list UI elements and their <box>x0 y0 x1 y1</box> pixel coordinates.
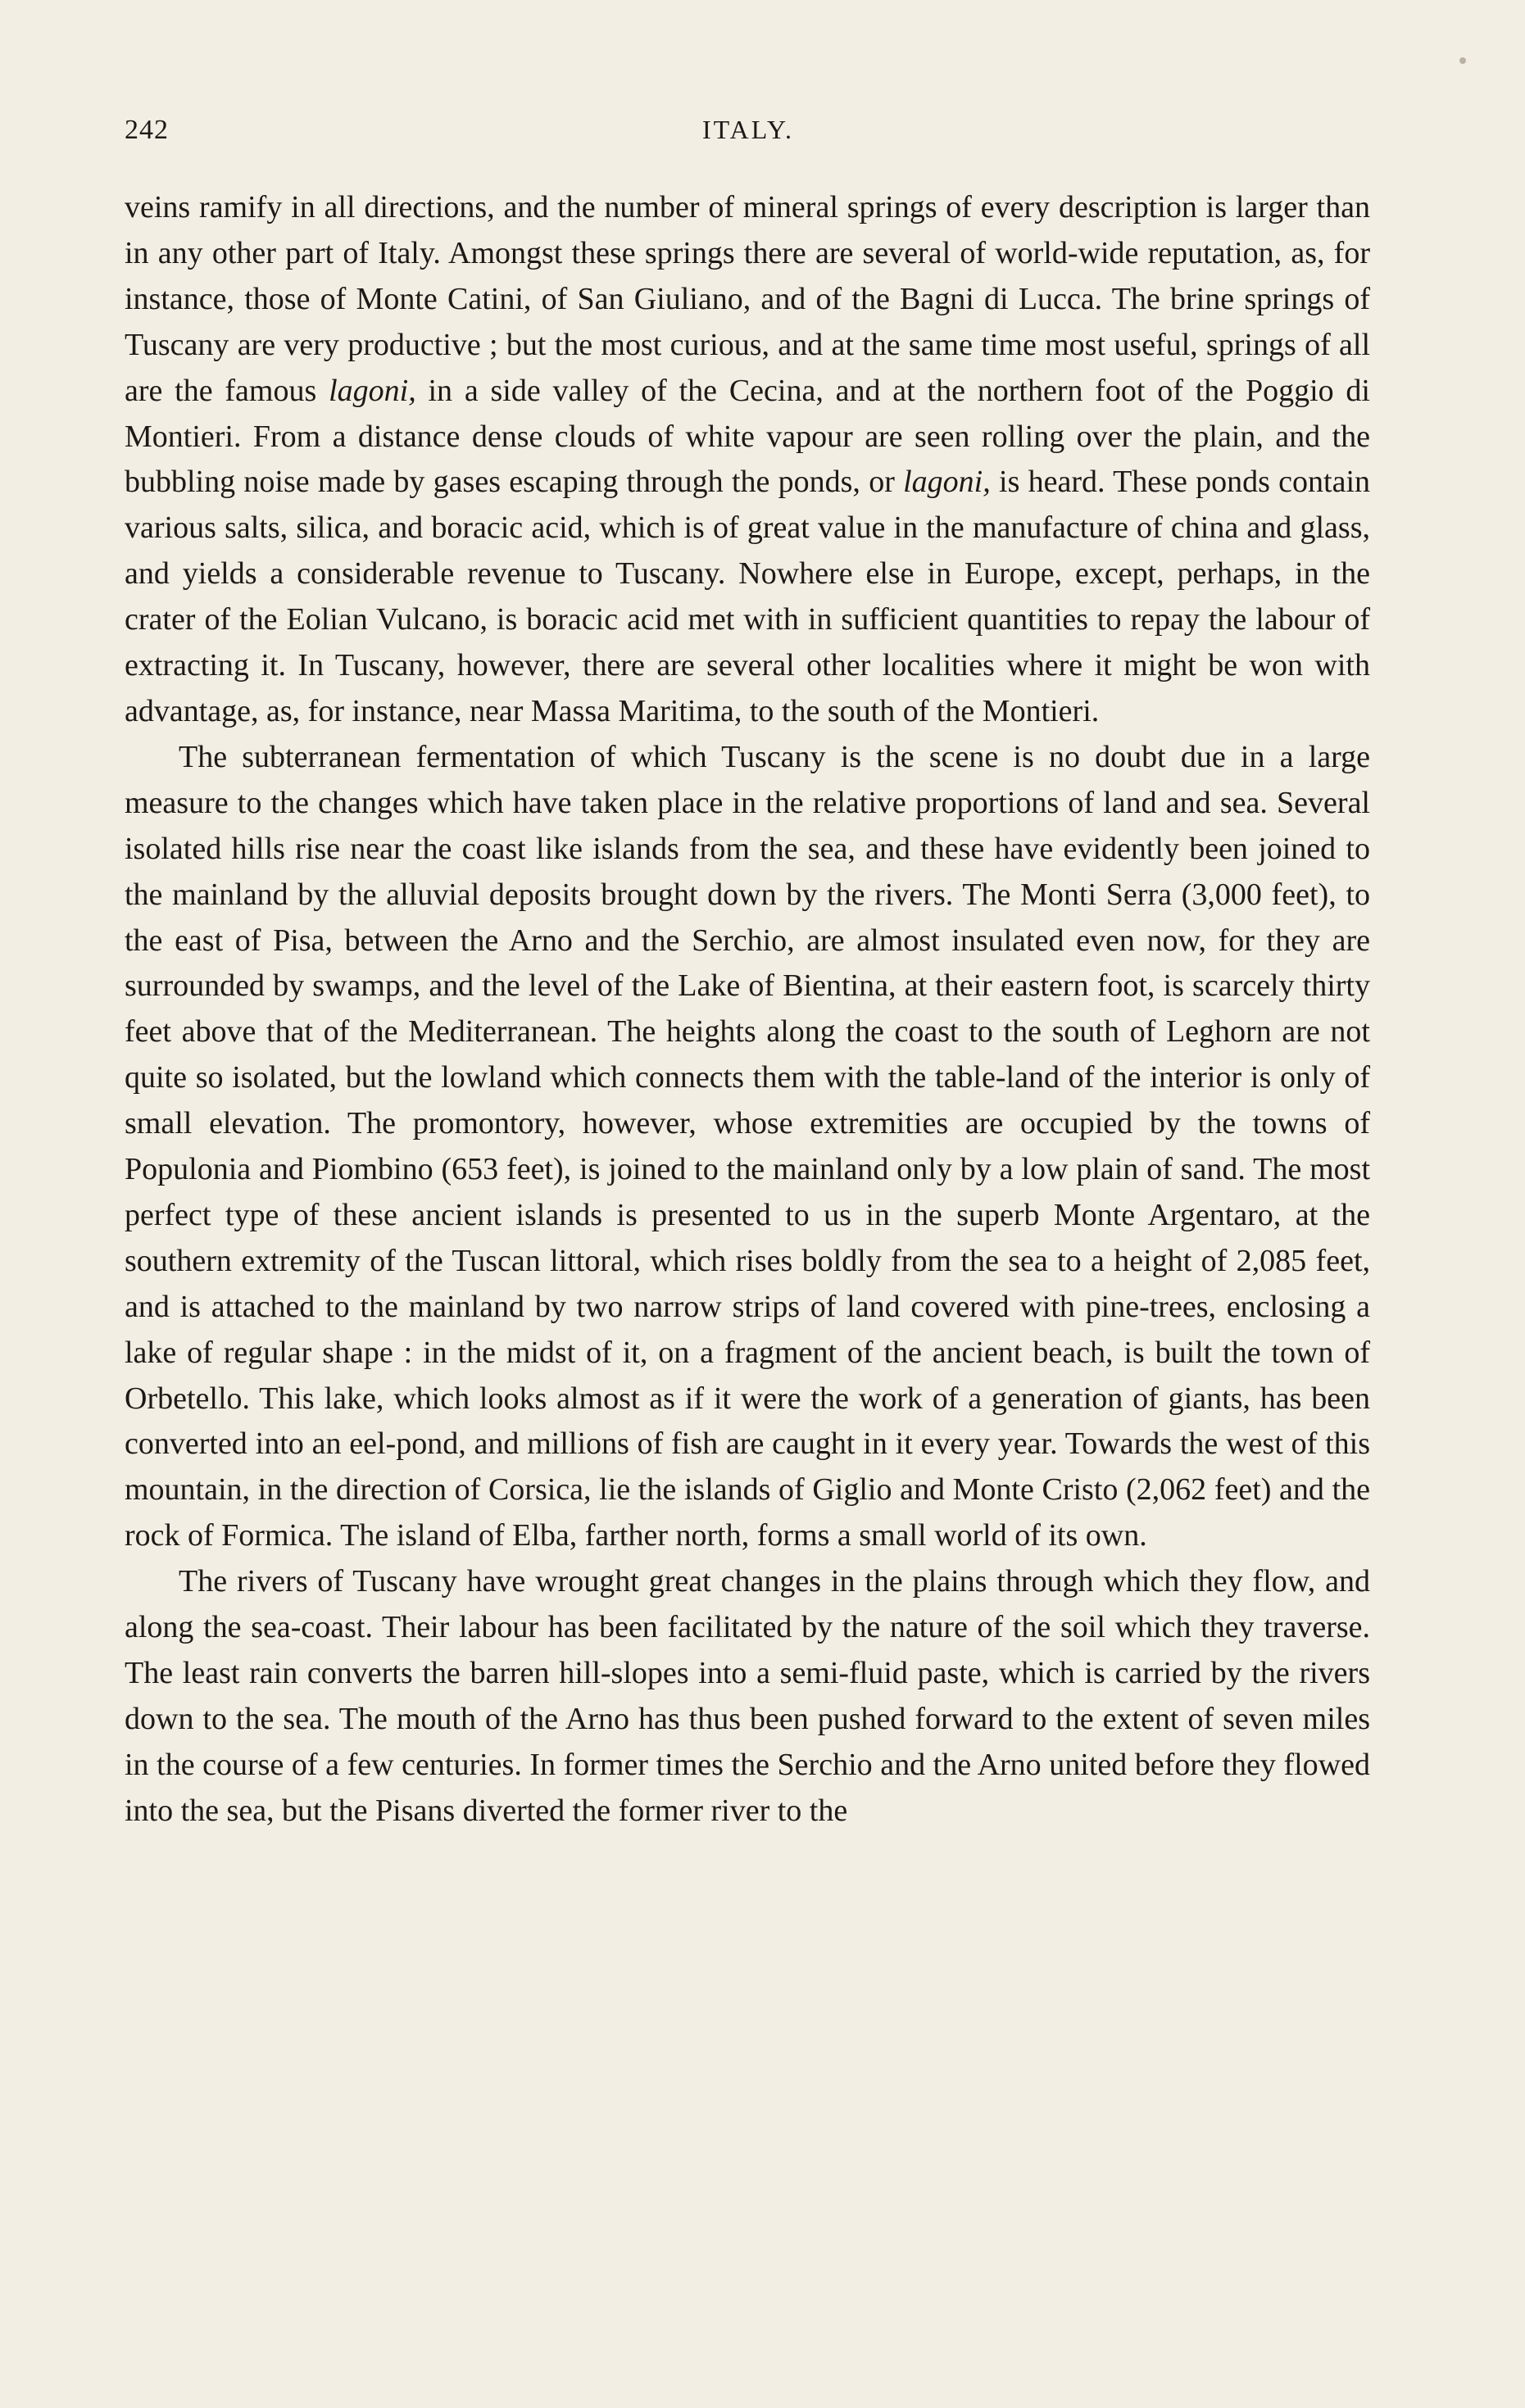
page-number: 242 <box>125 115 169 145</box>
text-run: in a side valley of the Cecina, and at the northern foot of the Poggio di Montieri. From a distance dense clouds of white vapour are seen rolling over the plain, and the bubbling noise made by gases escaping through the ponds, or <box>125 373 1370 500</box>
text-run: is heard. These ponds contain various salts, silica, and boracic acid, which is of great value in the manufacture of china and glass, and yields a considerable revenue to Tuscany. Nowhere else in Europe, except, perhaps, in the crater of the Eolian Vulcano, is boracic acid met with in sufficient quantities to repay the labour of extracting it. In Tuscany, however, there are several other localities where it might be won with advantage, as, for instance, near Massa Maritima, to the south of the Montieri. <box>125 465 1370 728</box>
paper-speck <box>1459 57 1466 64</box>
page-header <box>125 115 1372 164</box>
text-run: The rivers of Tuscany have wrought great changes in the plains through which they flow, and along the sea-coast. Their labour has been facilitated by the nature of the soil which they traverse. The least rain converts the barren hill-slopes into a semi-fluid paste, which is carried by the rivers down to the sea. The mouth of the Arno has thus been pushed forward to the extent of seven miles in the course of a few centuries. In former times the Serchio and the Arno united before they flowed into the sea, but the Pisans diverted the former river to the <box>125 1564 1370 1828</box>
paragraph <box>125 1559 1370 1834</box>
italic-term: lagoni, <box>903 465 991 500</box>
paragraph <box>125 185 1370 735</box>
text-run: The subterranean fermentation of which Tuscany is the scene is no doubt due in a large measure to the changes which have taken place in the relative proportions of land and sea. Several isolated hills rise near the coast like islands from the sea, and these have evidently been joined to the mainland by the alluvial deposits brought down by the rivers. The Monti Serra (3,000 feet), to the east of Pisa, between the Arno and the Serchio, are almost insulated even now, for they are surrounded by swamps, and the level of the Lake of Bientina, at their eastern foot, is scarcely thirty feet above that of the Mediterranean. The heights along the coast to the south of Leghorn are not quite so isolated, but the lowland which connects them with the table-land of the interior is only of small elevation. The promontory, however, whose extremities are occupied by the towns of Populonia and Piombino (653 feet), is joined to the mainland only by a low plain of sand. The most perfect type of these ancient islands is presented to us in the superb Monte Argentaro, at the southern extremity of the Tuscan littoral, which rises boldly from the sea to a height of 2,085 feet, and is attached to the mainland by two narrow strips of land covered with pine-trees, enclosing a lake of regular shape : in the midst of it, on a fragment of the ancient beach, is built the town of Orbetello. This lake, which looks almost as if it were the work of a generation of giants, has been converted into an eel-pond, and millions of fish are caught in it every year. Towards the west of this mountain, in the direction of Corsica, lie the islands of Giglio and Monte Cristo (2,062 feet) and the rock of Formica. The island of Elba, farther north, forms a small world of its own. <box>125 739 1370 1553</box>
italic-term: lagoni, <box>329 373 416 408</box>
running-head: ITALY. <box>701 115 795 144</box>
paragraph <box>125 735 1370 1559</box>
text-run: veins ramify in all directions, and the number of mineral springs of every description is larger than in any other part of Italy. Amongst these springs there are several of world-wide reputation, as, for instance, those of Monte Catini, of San Giuliano, and of the Bagni di Lucca. The brine springs of Tuscany are very productive ; but the most curious, and at the same time most useful, springs of all are the famous <box>125 190 1370 408</box>
body-text <box>125 185 1370 1834</box>
